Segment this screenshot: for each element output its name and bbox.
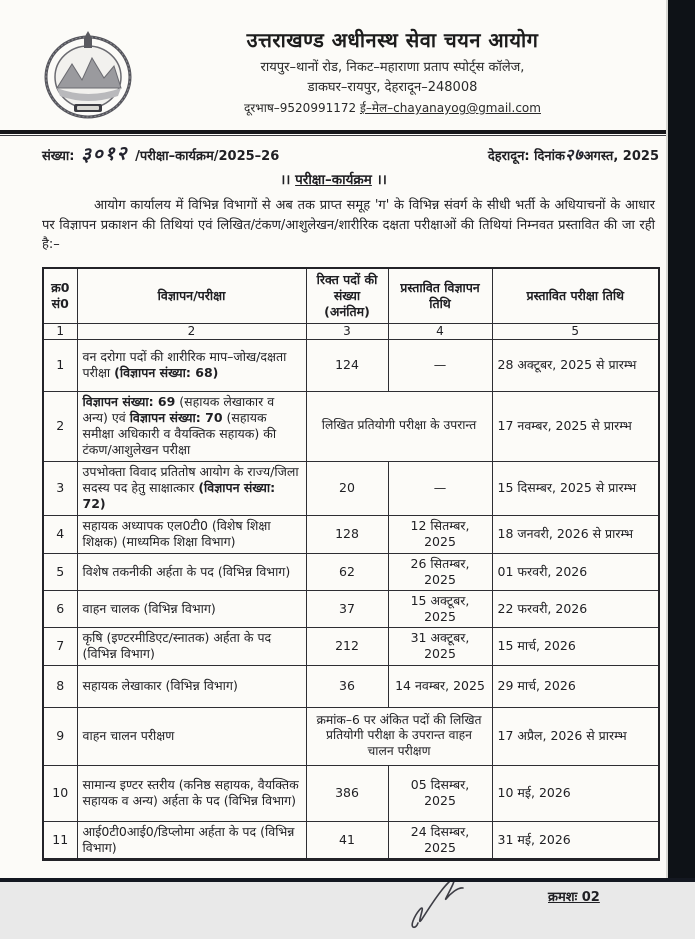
ref-number-suffix: /परीक्षा–कार्यक्रम/2025–26 bbox=[135, 149, 280, 164]
serial-cell: 8 bbox=[43, 665, 77, 707]
exam-date-cell: 15 दिसम्बर, 2025 से प्रारम्भ bbox=[492, 461, 659, 515]
serial-cell: 2 bbox=[43, 391, 77, 461]
column-number: 4 bbox=[388, 323, 492, 339]
column-header: प्रस्तावित परीक्षा तिथि bbox=[492, 268, 659, 324]
contact-line bbox=[142, 99, 643, 116]
exam-cell bbox=[77, 339, 306, 391]
ref-number-handwritten: ३०१२ bbox=[80, 142, 129, 166]
letterhead bbox=[0, 0, 667, 124]
exam-cell bbox=[77, 515, 306, 553]
title-text: परीक्षा–कार्यक्रम bbox=[295, 172, 372, 188]
exam-cell bbox=[77, 821, 306, 859]
dateline bbox=[488, 143, 659, 165]
exam-cell bbox=[77, 553, 306, 590]
commission-seal-icon bbox=[42, 30, 142, 124]
merged-note-cell: क्रमांक–6 पर अंकित पदों की लिखित प्रतियोगी परीक्षा के उपरान्त वाहन चालन परीक्षण bbox=[306, 707, 492, 765]
table-row bbox=[43, 339, 659, 391]
date-handwritten: २७ bbox=[564, 144, 584, 165]
org-name: उत्तराखण्ड अधीनस्थ सेवा चयन आयोग bbox=[246, 28, 539, 52]
table-row bbox=[43, 391, 659, 461]
letterhead-text bbox=[142, 26, 657, 116]
vacancies-cell: 212 bbox=[306, 627, 388, 665]
schedule-table bbox=[42, 267, 660, 861]
ad-date-cell: 14 नवम्बर, 2025 bbox=[388, 665, 492, 707]
exam-text: सहायक लेखाकार (विभिन्न विभाग) bbox=[82, 678, 238, 694]
dateline-suffix: अगस्त, 2025 bbox=[583, 149, 659, 164]
exam-cell bbox=[77, 590, 306, 627]
table-row bbox=[43, 665, 659, 707]
serial-cell: 11 bbox=[43, 821, 77, 859]
address-line-1: रायपुर–थानों रोड, निकट–महाराणा प्रताप स्पोर्ट्स कॉलेज, bbox=[260, 60, 525, 75]
ref-line bbox=[0, 136, 667, 166]
address-line-2: डाकघर–रायपुर, देहरादून–248008 bbox=[307, 80, 478, 95]
exam-text: आई0टी0आई0/डिप्लोमा अर्हता के पद (विभिन्न विभाग) bbox=[82, 823, 295, 855]
vacancies-cell: 124 bbox=[306, 339, 388, 391]
exam-date-cell: 17 अप्रैल, 2026 से प्रारम्भ bbox=[492, 707, 659, 765]
exam-text: (सहायक लेखाकार व अन्य) एवं bbox=[82, 394, 275, 426]
intro-paragraph: आयोग कार्यालय में विभिन्न विभागों से अब तक प्राप्त समूह 'ग' के विभिन्न संवर्ग के सीधी भर्ती के अधियाचनों के आधार पर विज्ञापन प्रकाशन की तिथियां एवं लिखित/टंकण/आशुलेखन/शारीरिक दक्षता परीक्षाओं की तिथियां निम्नवत प्रस्तावित की जा रही है:– bbox=[42, 198, 655, 252]
table-row bbox=[43, 765, 659, 821]
exam-text: विशेष तकनीकी अर्हता के पद (विभिन्न विभाग) bbox=[82, 563, 291, 579]
exam-text: (सहायक समीक्षा अधिकारी व वैयक्तिक सहायक) की टंकण/आशुलेखन परीक्षा bbox=[82, 410, 277, 458]
vacancies-cell: 36 bbox=[306, 665, 388, 707]
exam-text-bold: (विज्ञापन संख्या: 68) bbox=[114, 365, 219, 381]
vacancies-cell: 41 bbox=[306, 821, 388, 859]
table-row bbox=[43, 590, 659, 627]
exam-text-bold: विज्ञापन संख्या: 69 bbox=[82, 394, 176, 410]
exam-cell bbox=[77, 707, 306, 765]
column-header: विज्ञापन/परीक्षा bbox=[77, 268, 306, 324]
doc-title bbox=[0, 170, 667, 188]
serial-cell: 5 bbox=[43, 553, 77, 590]
email-text: ई–मेल–chayanayog@gmail.com bbox=[359, 101, 541, 115]
title-open-bars: ।। bbox=[280, 172, 291, 188]
ad-date-cell: 31 अक्टूबर, 2025 bbox=[388, 627, 492, 665]
ad-date-cell: 15 अक्टूबर, 2025 bbox=[388, 590, 492, 627]
schedule-table-head bbox=[43, 268, 659, 340]
handwritten-signature-icon bbox=[408, 873, 472, 937]
column-header: क्र0 सं0 bbox=[43, 268, 77, 324]
table-row bbox=[43, 821, 659, 859]
exam-cell bbox=[77, 627, 306, 665]
vacancies-cell: 62 bbox=[306, 553, 388, 590]
column-number: 2 bbox=[77, 323, 306, 339]
column-number-row bbox=[43, 323, 659, 339]
serial-cell: 1 bbox=[43, 339, 77, 391]
exam-date-cell: 29 मार्च, 2026 bbox=[492, 665, 659, 707]
exam-text: कृषि (इण्टरमीडिएट/स्नातक) अर्हता के पद (विभिन्न विभाग) bbox=[82, 630, 272, 662]
ad-date-cell: 26 सितम्बर, 2025 bbox=[388, 553, 492, 590]
exam-date-cell: 15 मार्च, 2026 bbox=[492, 627, 659, 665]
exam-date-cell: 17 नवम्बर, 2025 से प्रारम्भ bbox=[492, 391, 659, 461]
vacancies-cell: 37 bbox=[306, 590, 388, 627]
ad-date-cell: 12 सितम्बर, 2025 bbox=[388, 515, 492, 553]
serial-cell: 6 bbox=[43, 590, 77, 627]
ad-date-cell: — bbox=[388, 339, 492, 391]
exam-text-bold: (विज्ञापन संख्या: 72) bbox=[82, 480, 276, 512]
ref-number bbox=[42, 140, 279, 166]
column-header: रिक्त पदों की संख्या (अनंतिम) bbox=[306, 268, 388, 324]
exam-cell bbox=[77, 461, 306, 515]
table-row bbox=[43, 553, 659, 590]
exam-text: वन दरोगा पदों की शारीरिक माप–जोख/दक्षता परीक्षा bbox=[82, 349, 287, 381]
serial-cell: 7 bbox=[43, 627, 77, 665]
exam-text-bold: विज्ञापन संख्या: 70 bbox=[129, 410, 223, 426]
exam-text: वाहन चालन परीक्षण bbox=[82, 728, 175, 744]
merged-note-cell: लिखित प्रतियोगी परीक्षा के उपरान्त bbox=[306, 391, 492, 461]
dateline-prefix: देहरादून: दिनांक bbox=[487, 149, 565, 164]
serial-cell: 10 bbox=[43, 765, 77, 821]
serial-cell: 3 bbox=[43, 461, 77, 515]
page-continuation: क्रमशः 02 bbox=[548, 889, 600, 905]
exam-cell bbox=[77, 765, 306, 821]
ref-number-prefix: संख्या: bbox=[42, 149, 75, 164]
column-number: 1 bbox=[43, 323, 77, 339]
serial-cell: 4 bbox=[43, 515, 77, 553]
exam-date-cell: 22 फरवरी, 2026 bbox=[492, 590, 659, 627]
scan-edge-right bbox=[666, 0, 695, 882]
table-row bbox=[43, 627, 659, 665]
exam-text: वाहन चालक (विभिन्न विभाग) bbox=[82, 600, 216, 616]
exam-text: उपभोक्ता विवाद प्रतितोष आयोग के राज्य/जिला सदस्य पद हेतु साक्षात्कार bbox=[82, 464, 299, 496]
table-row bbox=[43, 461, 659, 515]
exam-date-cell: 28 अक्टूबर, 2025 से प्रारम्भ bbox=[492, 339, 659, 391]
serial-cell: 9 bbox=[43, 707, 77, 765]
ad-date-cell: 05 दिसम्बर, 2025 bbox=[388, 765, 492, 821]
header-row bbox=[43, 268, 659, 324]
scan-edge-bottom bbox=[0, 878, 695, 882]
column-number: 5 bbox=[492, 323, 659, 339]
column-number: 3 bbox=[306, 323, 388, 339]
table-row bbox=[43, 707, 659, 765]
ad-date-cell: 24 दिसम्बर, 2025 bbox=[388, 821, 492, 859]
exam-date-cell: 01 फरवरी, 2026 bbox=[492, 553, 659, 590]
phone-text: दूरभाष–9520991172 bbox=[244, 101, 357, 115]
title-close-bars: ।। bbox=[376, 172, 387, 188]
exam-date-cell: 31 मई, 2026 bbox=[492, 821, 659, 859]
column-header: प्रस्तावित विज्ञापन तिथि bbox=[388, 268, 492, 324]
exam-text: सहायक अध्यापक एल0टी0 (विशेष शिक्षा शिक्षक) (माध्यमिक शिक्षा विभाग) bbox=[82, 518, 271, 550]
vacancies-cell: 128 bbox=[306, 515, 388, 553]
exam-date-cell: 10 मई, 2026 bbox=[492, 765, 659, 821]
vacancies-cell: 20 bbox=[306, 461, 388, 515]
exam-text: सामान्य इण्टर स्तरीय (कनिष्ठ सहायक, वैयक्तिक सहायक व अन्य) अर्हता के पद (विभिन्न विभाग) bbox=[82, 777, 299, 809]
ad-date-cell: — bbox=[388, 461, 492, 515]
exam-cell bbox=[77, 391, 306, 461]
schedule-table-body bbox=[43, 339, 659, 859]
exam-cell bbox=[77, 665, 306, 707]
table-row bbox=[43, 515, 659, 553]
exam-date-cell: 18 जनवरी, 2026 से प्रारम्भ bbox=[492, 515, 659, 553]
vacancies-cell: 386 bbox=[306, 765, 388, 821]
